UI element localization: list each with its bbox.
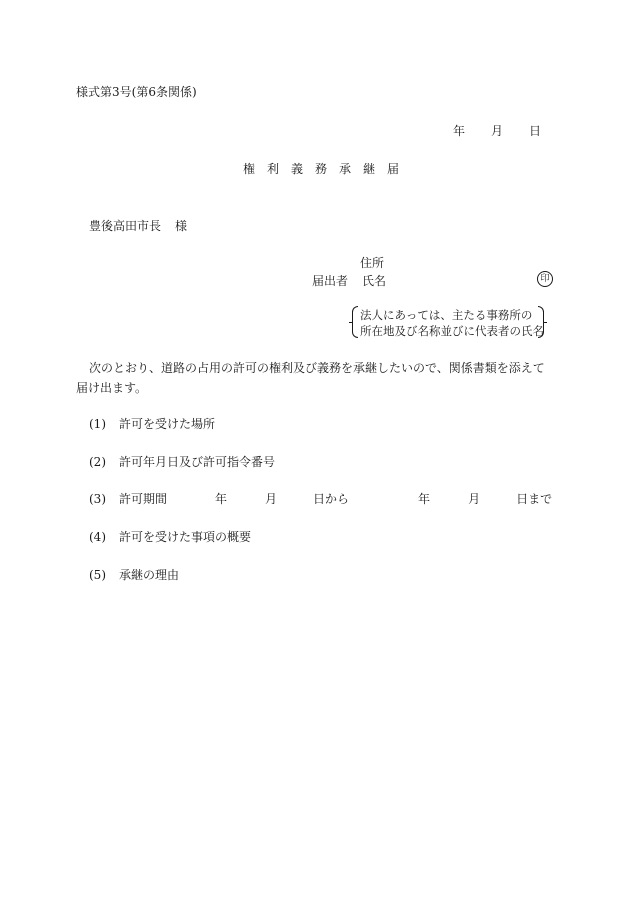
corporate-note-line2: 所在地及び名称並びに代表者の氏名 — [360, 324, 544, 338]
applicant-name-label: 氏名 — [362, 274, 387, 288]
document-title — [0, 161, 630, 177]
list-item — [89, 491, 552, 507]
addressee-name: 豊後高田市長 — [89, 219, 162, 233]
date-day-label: 日 — [528, 124, 541, 138]
body-text: 次のとおり、道路の占用の許可の権利及び義務を承継したいので、関係書類を添えて届け出ます。 — [76, 361, 545, 395]
corporate-note-text — [360, 307, 544, 339]
applicant-role-label: 届出者 — [312, 274, 349, 288]
title-char: 届 — [387, 162, 400, 176]
addressee-honorific: 様 — [175, 219, 188, 233]
item-label: 許可を受けた事項の概要 — [119, 530, 252, 544]
corporate-note-line1: 法人にあっては、主たる事務所の — [360, 308, 533, 322]
item-label: 許可を受けた場所 — [119, 417, 216, 431]
title-char: 権 — [242, 162, 255, 176]
corporate-note — [352, 306, 544, 338]
period-to-day: 日まで — [516, 492, 553, 506]
period-from-month: 月 — [265, 492, 278, 506]
list-item — [89, 567, 179, 583]
item-label: 承継の理由 — [119, 568, 180, 582]
title-char: 継 — [363, 162, 376, 176]
title-char: 利 — [266, 162, 279, 176]
form-number: 様式第3号(第6条関係) — [76, 85, 197, 99]
title-char: 務 — [314, 162, 327, 176]
list-item — [89, 416, 215, 432]
applicant-row — [312, 273, 386, 289]
item-number: (5) — [89, 568, 106, 582]
seal-mark: 印 — [537, 271, 553, 287]
period-from-day: 日から — [313, 492, 350, 506]
date-line — [453, 123, 541, 139]
item-number: (4) — [89, 530, 106, 544]
item-label: 許可期間 — [119, 492, 168, 506]
date-month-label: 月 — [490, 124, 503, 138]
list-item — [89, 454, 275, 470]
item-number: (1) — [89, 417, 106, 431]
left-brace-icon — [352, 306, 358, 338]
address-label: 住所 — [360, 256, 385, 270]
date-year-label: 年 — [452, 124, 465, 138]
title-char: 義 — [290, 162, 303, 176]
addressee — [89, 218, 187, 234]
item-number: (2) — [89, 455, 106, 469]
item-label: 許可年月日及び許可指令番号 — [119, 455, 276, 469]
period-from-year: 年 — [215, 492, 228, 506]
list-item — [89, 529, 251, 545]
item-number: (3) — [89, 492, 106, 506]
period-to-year: 年 — [418, 492, 431, 506]
period-to-month: 月 — [468, 492, 481, 506]
title-char: 承 — [339, 162, 352, 176]
